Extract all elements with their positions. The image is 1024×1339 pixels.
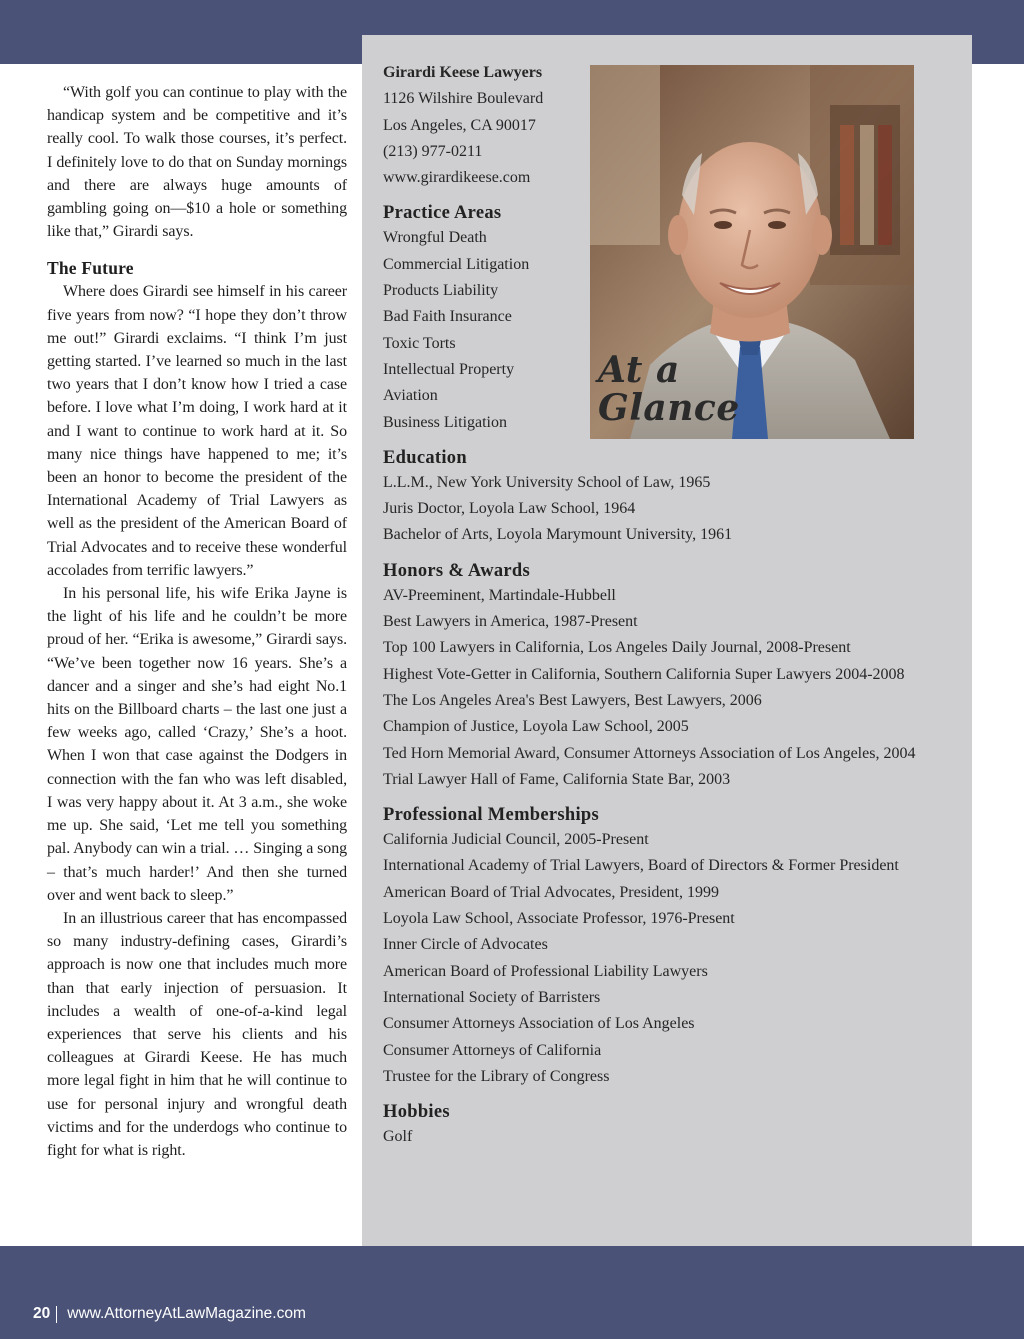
- practice-areas-heading: Practice Areas: [383, 203, 502, 224]
- firm-phone: (213) 977-0211: [383, 142, 483, 160]
- firm-address-line-2: Los Angeles, CA 90017: [383, 116, 536, 134]
- firm-address-line-1: 1126 Wilshire Boulevard: [383, 90, 544, 108]
- list-item: Consumer Attorneys of California: [383, 1041, 602, 1059]
- honors-heading: Honors & Awards: [383, 560, 531, 581]
- list-item: Bachelor of Arts, Loyola Marymount University, 1961: [383, 526, 733, 544]
- list-item: Business Litigation: [383, 413, 507, 431]
- honors-list: [383, 583, 928, 793]
- page-number: 20: [33, 1305, 51, 1322]
- list-item: Loyola Law School, Associate Professor, 1976-Present: [383, 910, 735, 928]
- list-item: American Board of Professional Liability Lawyers: [383, 962, 708, 980]
- list-item: Inner Circle of Advocates: [383, 936, 548, 954]
- memberships-list: [383, 827, 928, 1090]
- list-item: AV-Preeminent, Martindale-Hubbell: [383, 586, 616, 604]
- list-item: Top 100 Lawyers in California, Los Angeles Daily Journal, 2008-Present: [383, 639, 851, 657]
- article-paragraph: In his personal life, his wife Erika Jayne is the light of his life and he couldn’t be more proud of her. “Erika is awesome,” Girardi says. “We’ve been together now 16 years. She’s a dancer and a singer and she’s had eight No.1 hits on the Billboard charts – the last one just a few weeks ago, called ‘Crazy,’ She’s a hoot. When I won that case against the Dodgers in connection with the fan who was left disabled, I was very happy about it. At 3 a.m., she woke me up. She said, ‘Let me tell you something pal. Anybody can win a trial. … Singing a song – that’s much harder!’ And then she turned over and went back to sleep.”: [47, 585, 347, 904]
- article-column: [47, 81, 347, 1162]
- list-item: Intellectual Property: [383, 360, 515, 378]
- list-item: California Judicial Council, 2005-Present: [383, 831, 649, 849]
- list-item: L.L.M., New York University School of Law, 1965: [383, 473, 711, 491]
- list-item: Consumer Attorneys Association of Los Angeles: [383, 1015, 695, 1033]
- photo-title-overlay: [598, 351, 740, 427]
- firm-name: Girardi Keese Lawyers: [383, 64, 543, 81]
- list-item: Best Lawyers in America, 1987-Present: [383, 613, 638, 631]
- page-footer: [33, 1303, 306, 1325]
- education-heading: Education: [383, 447, 467, 468]
- list-item: International Academy of Trial Lawyers, Board of Directors & Former President: [383, 857, 899, 875]
- list-item: Wrongful Death: [383, 229, 487, 247]
- article-paragraph: Where does Girardi see himself in his career five years from now? “I hope they don’t throw me out!” Girardi exclaims. “I think I’m just getting started. I’ve learned so much in the last two years that I don’t know how I tried a case before. I love what I’m doing, I work hard at it and I want to continue to work hard at it. So many nice things have happened to me; it’s been an honor to become the president of the International Academy of Trial Lawyers as well as the president of the American Board of Trial Advocates and to receive these wonderful accolades from terrific lawyers.”: [47, 283, 347, 579]
- hobbies-heading: Hobbies: [383, 1102, 450, 1123]
- portrait-photo: [590, 65, 914, 439]
- list-item: International Society of Barristers: [383, 988, 601, 1006]
- footer-website-link[interactable]: www.AttorneyAtLawMagazine.com: [67, 1305, 306, 1322]
- photo-title-line-2: Glance: [598, 387, 740, 429]
- list-item: Aviation: [383, 387, 438, 405]
- list-item: Juris Doctor, Loyola Law School, 1964: [383, 500, 636, 518]
- list-item: Trustee for the Library of Congress: [383, 1067, 610, 1085]
- list-item: The Los Angeles Area's Best Lawyers, Best Lawyers, 2006: [383, 691, 762, 709]
- list-item: Ted Horn Memorial Award, Consumer Attorneys Association of Los Angeles, 2004: [383, 744, 916, 762]
- list-item: Bad Faith Insurance: [383, 308, 512, 326]
- article-paragraph: In an illustrious career that has encompassed so many industry-defining cases, Girardi’s approach is now one that includes much more than that early injection of persuasion. It includes a wealth of one-of-a-kind legal experiences that serve his clients and his colleagues at Girardi Keese. He has much more legal fight in him that he will continue to use for personal injury and wrongful death victims and for the underdogs who continue to fight for what is right.: [47, 909, 347, 1159]
- list-item: Commercial Litigation: [383, 255, 530, 273]
- list-item: Trial Lawyer Hall of Fame, California State Bar, 2003: [383, 770, 731, 788]
- list-item: Highest Vote-Getter in California, Southern California Super Lawyers 2004-2008: [383, 665, 905, 683]
- list-item: American Board of Trial Advocates, President, 1999: [383, 883, 719, 901]
- list-item: Champion of Justice, Loyola Law School, 2005: [383, 718, 689, 736]
- photo-title-line-1: At a: [598, 349, 680, 391]
- list-item: Toxic Torts: [383, 334, 456, 352]
- article-paragraph: “With golf you can continue to play with the handicap system and be competitive and it’s really cool. To walk those courses, it’s perfect. I definitely love to do that on Sunday mornings and there are always huge amounts of gambling going on—$10 a hole or something like that,” Girardi says.: [47, 84, 347, 241]
- footer-divider: [56, 1306, 57, 1323]
- list-item: Golf: [383, 1128, 413, 1146]
- memberships-heading: Professional Memberships: [383, 805, 600, 826]
- bottom-color-band: [0, 1246, 1024, 1339]
- list-item: Products Liability: [383, 282, 499, 300]
- firm-website-link[interactable]: www.girardikeese.com: [383, 169, 531, 187]
- education-list: [383, 470, 928, 549]
- hobbies-list: [383, 1124, 928, 1150]
- section-heading-future: The Future: [47, 258, 134, 279]
